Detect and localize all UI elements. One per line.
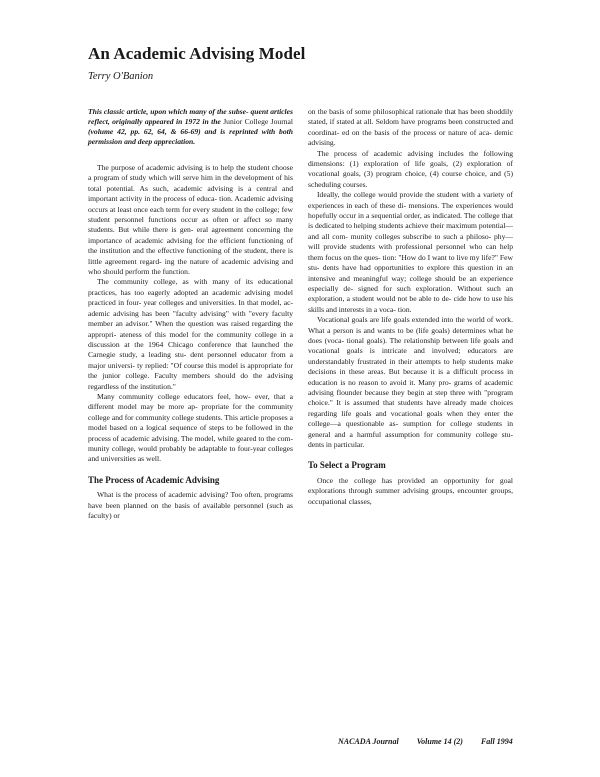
left-column [88, 107, 293, 521]
section-heading-process: The Process of Academic Advising [88, 474, 220, 485]
paragraph: Many community college educators feel, how- ever, that a different model may be more ap- propriate for the community college and for community college students. This article proposes a model based on a logical sequence of steps to be followed in the process of academic advising. The model, while geared to the com- munity college, would probably be adaptable to four-year colleges and universities as well. [88, 391, 293, 464]
author-name: Terry O'Banion [88, 71, 154, 82]
intro-journal-name: Junior College Journal [223, 117, 293, 126]
article-title: An Academic Advising Model [88, 44, 306, 63]
footer-volume: Volume 14 (2) [416, 737, 463, 746]
footer-date: Fall 1994 [480, 737, 513, 746]
page-footer [338, 737, 538, 746]
paragraph: Once the college has provided an opportunity for goal explorations through summer advising groups, encounter groups, occupational classes, [308, 475, 513, 506]
right-column [308, 107, 513, 507]
paragraph: on the basis of some philosophical rationale that has been shoddily stated, if stated at all. Seldom have programs been constructed and coordinat- ed on the basis of the process or nature of aca- demic advising. [308, 107, 513, 148]
paragraph: What is the process of academic advising? Too often, programs have been planned on the basis of available personnel (such as faculty) or [88, 490, 293, 520]
paragraph: The process of academic advising includes the following dimensions: (1) exploration of life goals, (2) exploration of vocational goals, (3) program choice, (4) course choice, and (5) scheduling courses. [308, 148, 513, 189]
intro-text-2: (volume 42, pp. 62, 64, & 66-69) and is reprinted with both permission and deep appreciation. [88, 127, 293, 146]
intro-note [88, 107, 293, 147]
paragraph: Vocational goals are life goals extended into the world of work. What a person is and wants to be (life goals) determines what he does (voca- tional goals). The relationship between life goals and vocational goals is intricate and involved; educators are understandably frustrated in their attempts to help students make decisions in these areas. But because it is a difficult process in education is no reason to avoid it. Many pro- grams of academic advising flounder because they begin at step three with "program choice." It is assumed that students have already made choices regarding life goals and vocational goals when they enter the college—a questionable as- sumption for college students in general and a harmful assumption for community college stu- dents in particular. [308, 315, 513, 449]
paragraph: The purpose of academic advising is to help the student choose a program of study which will serve him in the development of his total potential. As such, academic advising is a central and important activity in the process of educa- tion. Academic advising occurs at least once each term for every student in the college; few student personnel functions occur as often or affect so many students. But while there is gen- eral agreement concerning the importance of academic advising for the efficient functioning of the institution and the effective functioning of the student, there is little agreement regard- ing the nature of academic advising and who should perform the function. [88, 163, 293, 277]
paragraph: Ideally, the college would provide the student with a variety of experiences in each of these di- mensions. The experiences would hopefully occur in a sequential order, as indicated. The college that is dedicated to helping students achieve their maximum potential—and all com- munity colleges subscribe to such a philoso- phy—will provide students with professional personnel who can help them focus on the ques- tion: "How do I want to live my life?" Few stu- dents have had opportunities to explore this question in an intensive and meaningful way; college should be an experience especially de- signed for such exploration. Without such an exploration, a student would not be able to de- cide how to use his skills and interests in a voca- tion. [308, 190, 513, 314]
footer-journal: NACADA Journal [338, 737, 399, 746]
paragraph: The community college, as with many of its educational practices, has too eagerly adopted an academic advising model practiced in four- year colleges and universities. In that model, ac- ademic advising has been "faculty advising" with "every faculty member an advisor." When the question was raised regarding the appropri- ateness of this model for the community college in a discussion at the 1964 Chicago conference that launched the Carnegie study, a leading stu- dent personnel educator from a major universi- ty replied: "Of course this model is appropriate for the junior college. Faculty members should do the advising regardless of the institution." [88, 277, 293, 391]
intro-text-1: This classic article, upon which many of the subse- quent articles reflect, originally appeared in 1972 in the [88, 107, 293, 126]
section-heading-select-program: To Select a Program [308, 460, 386, 471]
